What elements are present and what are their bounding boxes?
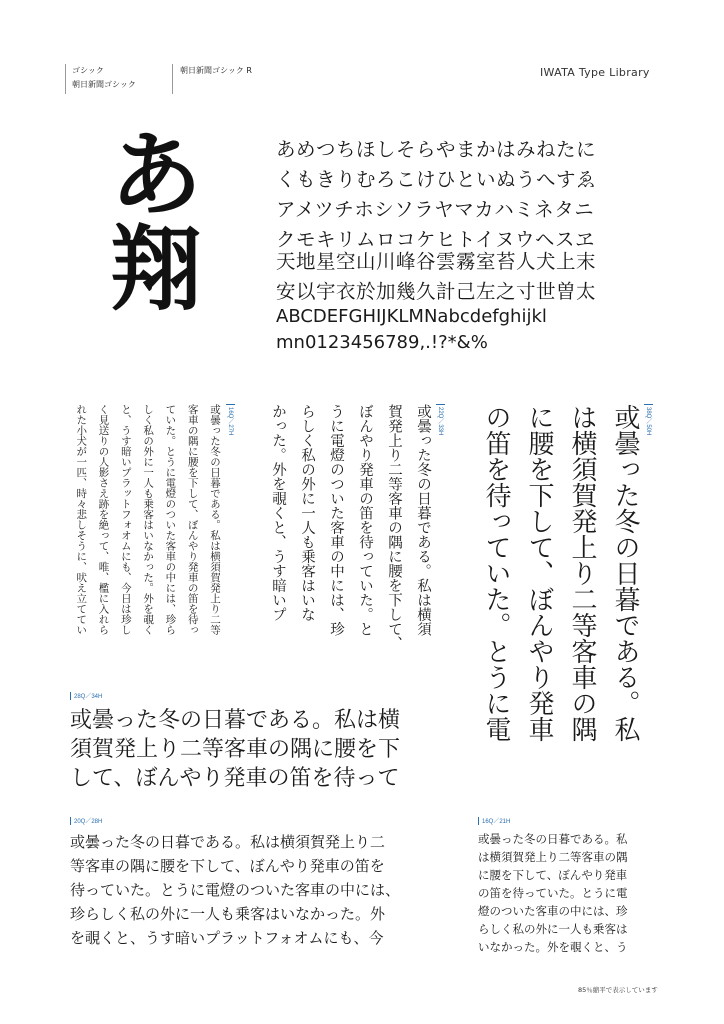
size-tag-38q-50h: 38Q／50H — [644, 404, 653, 435]
glyph-line: くもきりむろこけひといぬうへすゑ — [276, 168, 597, 191]
vertical-sample-16q — [70, 404, 226, 664]
size-tag-20q-28h — [70, 816, 102, 825]
text-line: いなかった。外を覗くと、う — [478, 940, 628, 954]
library-title: IWATA Type Library — [540, 66, 650, 79]
text-line: に腰を下して、ぼんやり発車 — [478, 868, 628, 882]
size-tag-22q-33h: 22Q／33H — [436, 404, 445, 435]
glyph-line: クモキリムロコケヒトイヌウヘスヱ — [276, 228, 596, 251]
text-line: 待っていた。とうに電燈のついた客車の中には、 — [70, 881, 401, 899]
text-line: く見送りの人影さえ跡を絶って、唯、檻に入れら — [97, 404, 110, 635]
text-line: に腰を下して、ぼんやり発車 — [524, 404, 554, 742]
glyph-line: mn0123456789,.!?*&% — [276, 332, 488, 353]
vertical-sample-22q — [263, 404, 437, 668]
text-line: 或曇った冬の日暮である。私は横須 — [415, 404, 431, 636]
tag-tick — [70, 692, 71, 700]
header-divider-left — [65, 64, 66, 94]
font-name-label: 朝日新聞ゴシック R — [180, 66, 252, 75]
text-line: を覗くと、うす暗いプラットフォオムにも、今 — [70, 929, 384, 947]
text-line: しく私の外に一人も乗客はいなかった。外を覗く — [142, 404, 155, 635]
text-line: らしく私の外に一人も乗客はいな — [299, 404, 315, 622]
text-line: 或曇った冬の日暮である。私は横須賀発上り二等 — [209, 404, 221, 635]
text-line: 等客車の隅に腰を下して、ぼんやり発車の笛を — [70, 857, 385, 875]
tag-tick — [478, 817, 479, 825]
scale-note: 85％縮平で表示しています — [578, 986, 658, 994]
text-line: して、ぼんやり発車の笛を待って — [70, 766, 400, 791]
text-line: 燈のついた客車の中には、珍 — [478, 904, 628, 918]
tag-text: 28Q／34H — [74, 694, 103, 700]
text-line: ぼんやり発車の笛を待っていた。と — [357, 404, 373, 636]
header-divider-right — [172, 64, 173, 94]
text-line: 賀発上り二等客車の隅に腰を下して、 — [386, 404, 402, 651]
category-label: ゴシック — [72, 66, 104, 75]
header-category — [72, 64, 136, 92]
text-line: らしく私の外に一人も乗客は — [478, 922, 628, 936]
text-line: かった。外を覗くと、うす暗いプ — [270, 404, 286, 622]
text-line: 珍らしく私の外に一人も乗客はいなかった。外 — [70, 905, 386, 923]
tag-tick — [70, 817, 71, 825]
hero-char-hiragana: あ — [110, 122, 203, 229]
text-line: れた小犬が一匹、時々悲しそうに、吠え立ててい — [75, 404, 88, 635]
text-line: 須賀発上り二等客車の隅に腰を下 — [70, 737, 401, 762]
text-line: 或曇った冬の日暮である。私は横 — [70, 708, 401, 733]
glyph-line: ABCDEFGHIJKLMNabcdefghijkl — [276, 306, 547, 327]
glyph-line: 天地星空山川峰谷雲霧室苔人犬上末 — [276, 250, 597, 273]
size-tag-16q-27h: 16Q／27H — [226, 404, 235, 435]
text-line: 或曇った冬の日暮である。私は横須賀発上り二 — [70, 833, 386, 851]
text-line: は横須賀発上り二等客車の隅 — [478, 850, 628, 864]
text-line: と、うす暗いプラットフォオムにも、今日は珍し — [119, 404, 132, 635]
size-tag-28q-34h — [70, 691, 102, 700]
text-line: は横須賀発上り二等客車の隅 — [567, 404, 597, 742]
family-label: 朝日新聞ゴシック — [72, 80, 136, 89]
vertical-sample-38q — [474, 404, 646, 764]
text-line: ていた。とうに電燈のついた客車の中には、珍ら — [164, 404, 177, 635]
text-line: の笛を待っていた。とうに電 — [478, 886, 628, 900]
text-line: うに電燈のついた客車の中には、珍 — [328, 404, 344, 636]
hero-char-kanji: 翔 — [110, 216, 203, 323]
text-line: 客車の隅に腰を下して、ぼんやり発車の笛を待っ — [186, 404, 199, 635]
text-line: 或曇った冬の日暮である。私 — [610, 404, 640, 742]
text-line: の笛を待っていた。とうに電 — [481, 404, 511, 742]
tag-text: 16Q／21H — [482, 819, 511, 825]
size-tag-16q-21h — [478, 816, 510, 825]
text-line: 或曇った冬の日暮である。私 — [478, 832, 628, 846]
glyph-line: 安以宇衣於加幾久計己左之寸世曽太 — [276, 280, 597, 303]
glyph-line: あめつちほしそらやまかはみねたに — [276, 138, 597, 161]
glyph-line: アメツチホシソラヤマカハミネタニ — [276, 198, 595, 221]
tag-text: 20Q／28H — [74, 819, 103, 825]
